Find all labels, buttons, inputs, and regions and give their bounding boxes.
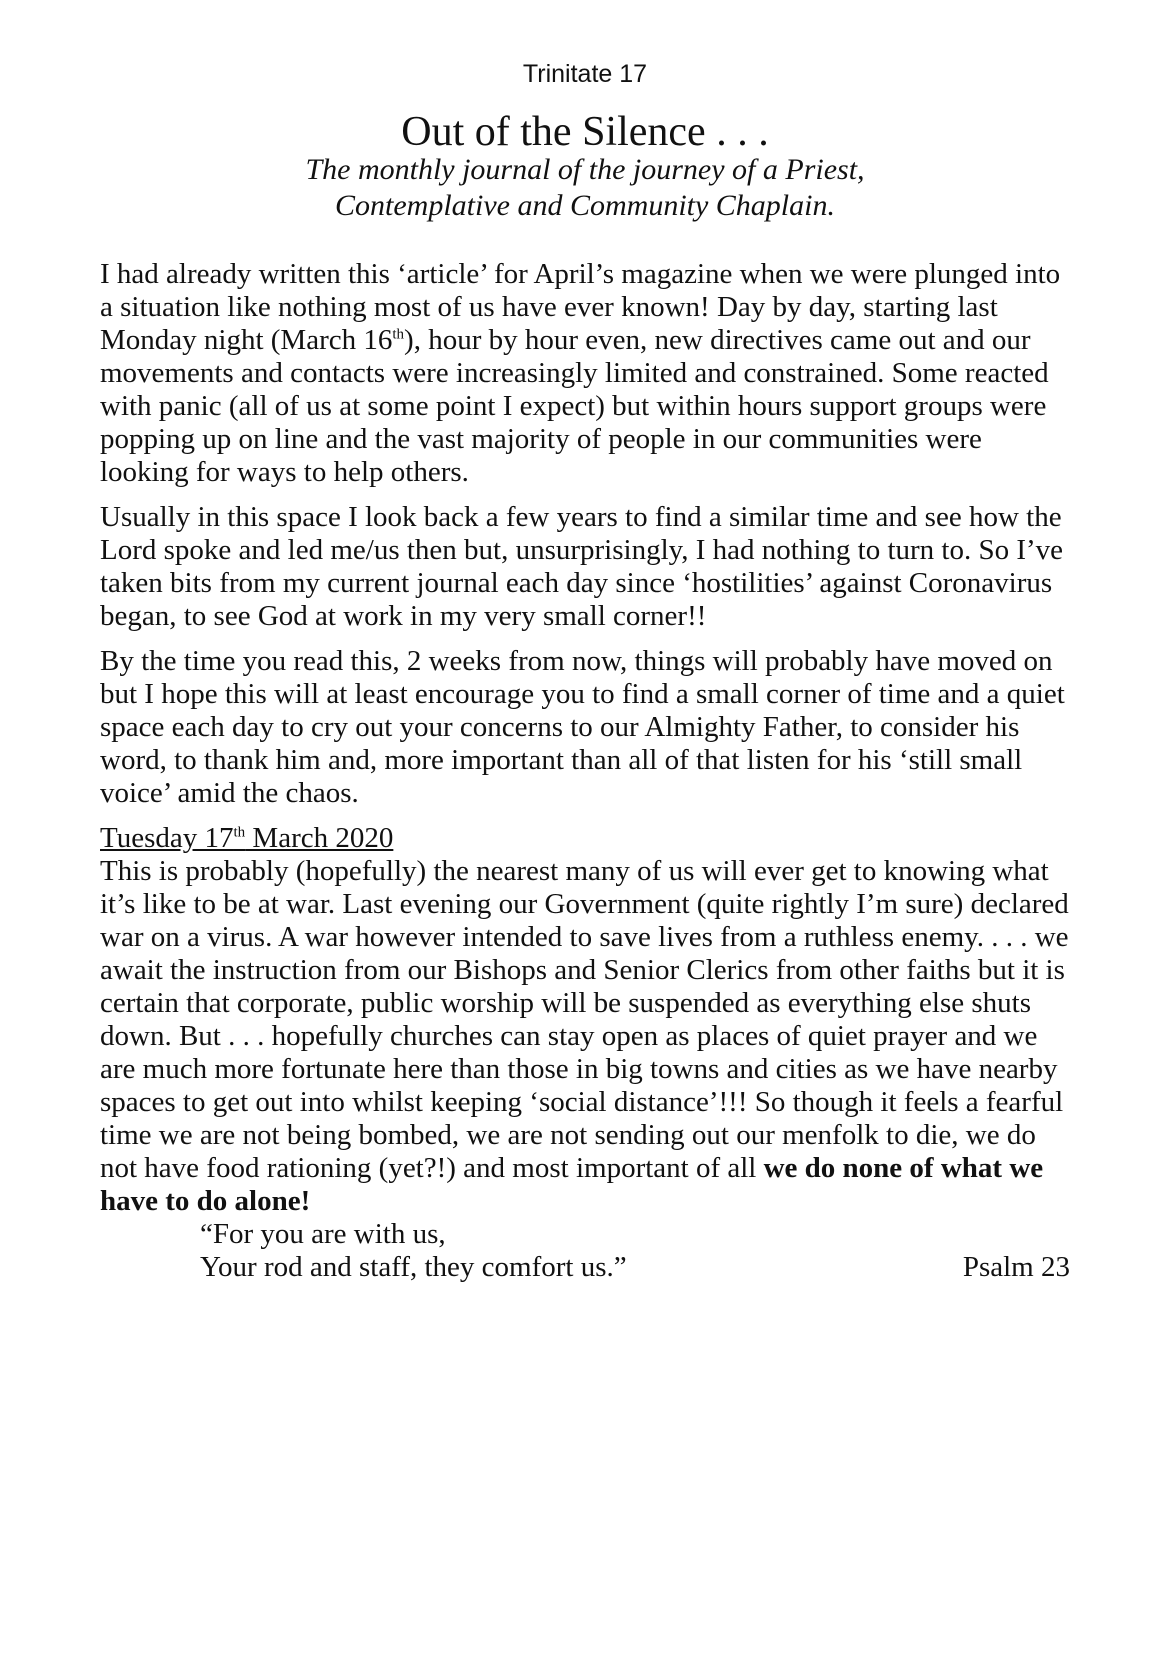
psalm-quote [200,1218,1070,1284]
paragraph-journal-note: Usually in this space I look back a few years to find a similar time and see how the Lord spoke and led me/us then but, unsurprisingly, I had nothing to turn to. So I’ve taken bits from my current journal each day since ‘hostilities’ against Coronavirus began, to see God at work in my very small corner!! [100,501,1064,632]
entry-text [100,855,1070,1218]
quote-line-1: “For you are with us, [200,1218,446,1250]
entry-date-ordinal: th [233,824,246,841]
quote-line-2-row [200,1251,1070,1284]
quote-line-2: Your rod and staff, they comfort us.” [200,1251,627,1283]
paragraph-intro [100,258,1070,489]
entry-emphasis: we do none of what we have to do alone! [100,1152,1044,1217]
subtitle [0,152,1170,224]
quote-reference: Psalm 23 [962,1251,1070,1283]
article-body [100,258,1070,1284]
page-title: Out of the Silence . . . [401,109,769,155]
entry-date-a: Tuesday 17 [100,822,234,854]
paragraph-intro-text-b: ), hour by hour even, new directives came out and our movements and contacts were increasingly limited and constrained. Some reacted with panic (all of us at some point I expect) but within hours support groups were popping up on line and the vast majority of people in our communities were looking for ways to help others. [100,324,1049,488]
entry-date-heading [100,822,1070,855]
entry-date-b: March 2020 [245,822,394,854]
paragraph-intro-text-a: I had already written this ‘article’ for April’s magazine when we were plunged into a situation like nothing most of us have ever known! Day by day, starting last Monday night (March 16 [100,258,1061,356]
subtitle-line-1: The monthly journal of the journey of a Priest, [305,153,865,186]
ordinal-suffix: th [392,326,405,343]
paragraph-encouragement: By the time you read this, 2 weeks from now, things will probably have moved on but I hope this will at least encourage you to find a small corner of time and a quiet space each day to cry out your concerns to our Almighty Father, to consider his word, to thank him and, more important than all of that listen for his ‘still small voice’ amid the chaos. [100,645,1065,809]
entry-text-body: This is probably (hopefully) the nearest many of us will ever get to knowing what it’s like to be at war. Last evening our Government (quite rightly I’m sure) declared war on a virus. A war however intended to save lives from a ruthless enemy. . . . we await the instruction from our Bishops and Senior Clerics from other faiths but it is certain that corporate, public worship will be suspended as everything else shuts down. But . . . hopefully churches can stay open as places of quiet prayer and we are much more fortunate here than those in big towns and cities as we have nearby spaces to get out into whilst keeping ‘social distance’!!! So though it feels a fearful time we are not being bombed, we are not sending out our menfolk to die, we do not have food rationing (yet?!) and most important of all [100,855,1069,1184]
liturgical-date: Trinitate 17 [522,60,648,88]
subtitle-line-2: Contemplative and Community Chaplain. [335,189,835,222]
